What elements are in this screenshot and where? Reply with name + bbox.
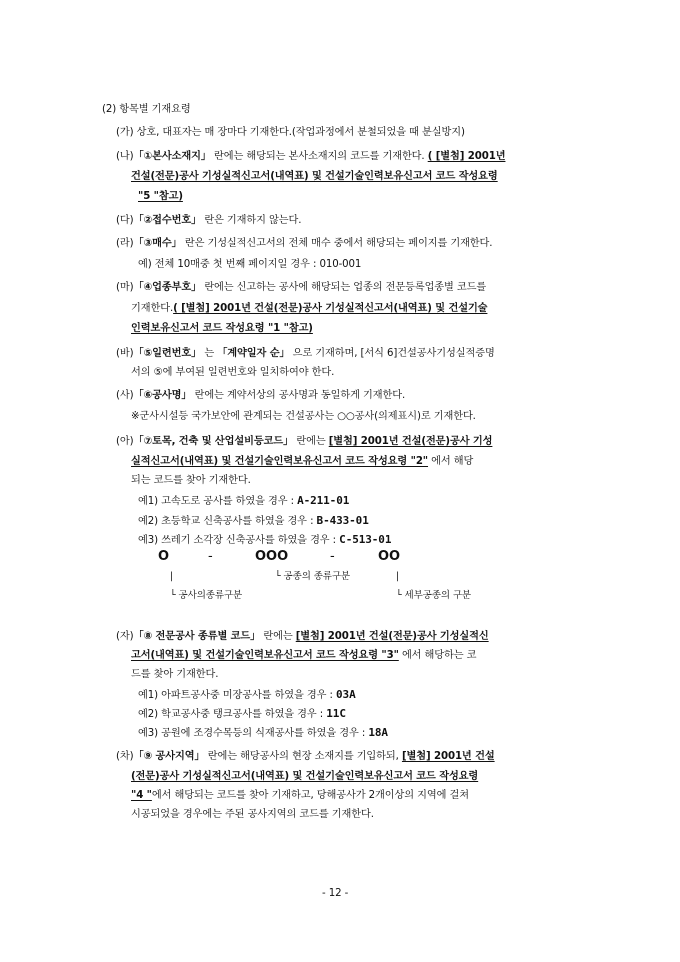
- item-cha-line1: [116, 750, 495, 764]
- field-name: 「⑨ 공사지역」: [133, 751, 205, 762]
- item-marker: (사): [116, 390, 134, 401]
- example-row: [138, 688, 356, 703]
- item-marker: (라): [116, 238, 134, 249]
- field-name: 「계약일자 순」: [217, 348, 290, 359]
- item-marker: (아): [116, 436, 134, 447]
- pattern-connector: |: [396, 571, 400, 582]
- reference-text: [별첨] 2001년 건설: [401, 751, 495, 762]
- field-name: 「⑥공사명」: [133, 390, 192, 401]
- example-label: 예3) 공원에 조경수목등의 식재공사를 하였을 경우 :: [138, 728, 366, 739]
- example-code: B-433-01: [316, 514, 369, 527]
- item-marker: (바): [116, 348, 134, 359]
- pattern-label-left: └ 공사의종류구분: [170, 590, 243, 601]
- item-text: 에서 해당: [431, 456, 474, 467]
- reference-text: "5 "참고): [138, 191, 183, 202]
- item-a-line1: [116, 435, 492, 449]
- pattern-label-right: └ 세부공종의 구분: [396, 590, 471, 601]
- code-pattern-part3: OO: [378, 549, 401, 564]
- example-label: 예3) 쓰레기 소각장 신축공사를 하였을 경우 :: [138, 535, 337, 546]
- item-ba-line1: [116, 347, 495, 361]
- item-text: 란은 기성실적신고서의 전체 매수 중에서 해당되는 페이지를 기재한다.: [184, 238, 493, 249]
- example-row: [138, 707, 346, 722]
- example-row: [138, 533, 391, 548]
- item-ma-line1: [116, 281, 486, 295]
- example-code: 11C: [326, 707, 346, 720]
- item-marker: (마): [116, 282, 134, 293]
- field-name: 「③매수」: [133, 238, 182, 249]
- reference-text: ( [별첨] 2001년: [427, 151, 506, 162]
- item-text: 으로 기재하며, [서식 6]건설공사기성실적증명: [292, 348, 495, 359]
- reference-text: 건설(전문)공사 기성실적신고서(내역표) 및 건설기술인력보유신고서 코드 작성요령: [131, 171, 498, 182]
- example-label: 예2) 초등학교 신축공사를 하였을 경우 :: [138, 516, 314, 527]
- item-text: 드를 찾아 기재한다.: [131, 669, 219, 680]
- reference-text: (전문)공사 기성실적신고서(내역표) 및 건설기술인력보유신고서 코드 작성요령: [131, 771, 479, 782]
- page-number: - 12 -: [322, 888, 349, 899]
- item-text: 란에는 계약서상의 공사명과 동일하게 기재한다.: [194, 390, 406, 401]
- item-na-line1: [116, 150, 505, 164]
- example-label: 예1) 아파트공사중 미장공사를 하였을 경우 :: [138, 690, 333, 701]
- reference-text: 인력보유신고서 코드 작성요령 "1 "참고): [131, 323, 313, 334]
- example-code: A-211-01: [297, 494, 350, 507]
- pattern-label-middle: └ 공종의 종류구분: [275, 571, 350, 582]
- example-code: C-513-01: [339, 533, 392, 546]
- example-label: 예2) 학교공사중 탱크공사를 하였을 경우 :: [138, 709, 324, 720]
- field-name: 「⑧ 전문공사 종류별 코드」: [133, 631, 261, 642]
- item-ma-line2: [131, 302, 487, 316]
- section-heading: (2) 항목별 기재요령: [102, 104, 191, 115]
- field-name: 「⑤일련번호」: [133, 348, 202, 359]
- reference-text: ( [별첨] 2001년 건설(전문)공사 기성실적신고서(내역표) 및 건설기술: [173, 303, 488, 314]
- item-marker: (다): [116, 215, 134, 226]
- item-text: 시공되었을 경우에는 주된 공사지역의 코드를 기재한다.: [131, 809, 374, 820]
- field-name: 「⑦토목, 건축 및 산업설비등코드」: [133, 436, 294, 447]
- code-pattern-dash: -: [208, 549, 213, 564]
- field-name: 「④업종부호」: [133, 282, 202, 293]
- item-marker: (가): [116, 127, 134, 138]
- item-marker: (자): [116, 631, 134, 642]
- item-ja-line2: [131, 649, 476, 663]
- item-text: 에서 해당되는 코드를 찾아 기재하고, 당해공사가 2개이상의 지역에 걸쳐: [151, 790, 469, 801]
- item-text: 란에는 신고하는 공사에 해당되는 업종의 전문등록업종별 코드를: [204, 282, 487, 293]
- reference-text: "4 ": [131, 790, 152, 801]
- note-text: ※군사시설등 국가보안에 관계되는 건설공사는 ○○공사(의제표시)로 기재한다.: [131, 411, 476, 422]
- pattern-connector: |: [170, 571, 174, 582]
- reference-text: [별첨] 2001년 건설(전문)공사 기성: [328, 436, 493, 447]
- example-row: [138, 494, 349, 509]
- item-sa: [116, 389, 405, 403]
- code-pattern-part1: O: [158, 549, 170, 564]
- reference-text: [별첨] 2001년 건설(전문)공사 기성실적신: [295, 631, 489, 642]
- item-ra: [116, 237, 492, 251]
- item-text: 란은 기재하지 않는다.: [204, 215, 302, 226]
- item-ja-line1: [116, 630, 489, 644]
- item-a-line2: [131, 455, 473, 469]
- field-name: 「①본사소재지」: [133, 151, 211, 162]
- item-text: 되는 코드를 찾아 기재한다.: [131, 475, 251, 486]
- item-text: 기재한다.: [131, 303, 174, 314]
- example-code: 18A: [368, 726, 388, 739]
- reference-text: 실적신고서(내역표) 및 건설기술인력보유신고서 코드 작성요령 "2": [131, 456, 429, 467]
- reference-text: 고서(내역표) 및 건설기술인력보유신고서 코드 작성요령 "3": [131, 650, 399, 661]
- item-cha-line3: [131, 789, 469, 803]
- item-marker: (나): [116, 151, 134, 162]
- example-code: 03A: [336, 688, 356, 701]
- example-row: [138, 726, 388, 741]
- example-row: [138, 514, 369, 529]
- item-text: 에서 해당하는 코: [401, 650, 477, 661]
- item-text: 란에는 해당공사의 현장 소재지를 기입하되,: [207, 751, 399, 762]
- example-label: 예1) 고속도로 공사를 하였을 경우 :: [138, 496, 294, 507]
- item-text: 서의 ⑤에 부여된 일련번호와 일치하여야 한다.: [131, 367, 335, 378]
- code-pattern-part2: OOO: [255, 549, 289, 564]
- item-text: 상호, 대표자는 매 장마다 기재한다.(작업과정에서 분철되었을 때 분실방지): [136, 127, 465, 138]
- code-pattern-dash: -: [330, 549, 335, 564]
- item-marker: (차): [116, 751, 134, 762]
- item-text: 란에는: [263, 631, 293, 642]
- field-name: 「②접수번호」: [133, 215, 202, 226]
- example-text: 예) 전체 10매중 첫 번째 페이지일 경우 : 010-001: [138, 259, 362, 270]
- item-text: 는: [204, 348, 215, 359]
- item-ga: [116, 126, 465, 140]
- item-da: [116, 214, 301, 228]
- item-text: 란에는: [296, 436, 326, 447]
- item-text: 란에는 해당되는 본사소재지의 코드를 기재한다.: [214, 151, 425, 162]
